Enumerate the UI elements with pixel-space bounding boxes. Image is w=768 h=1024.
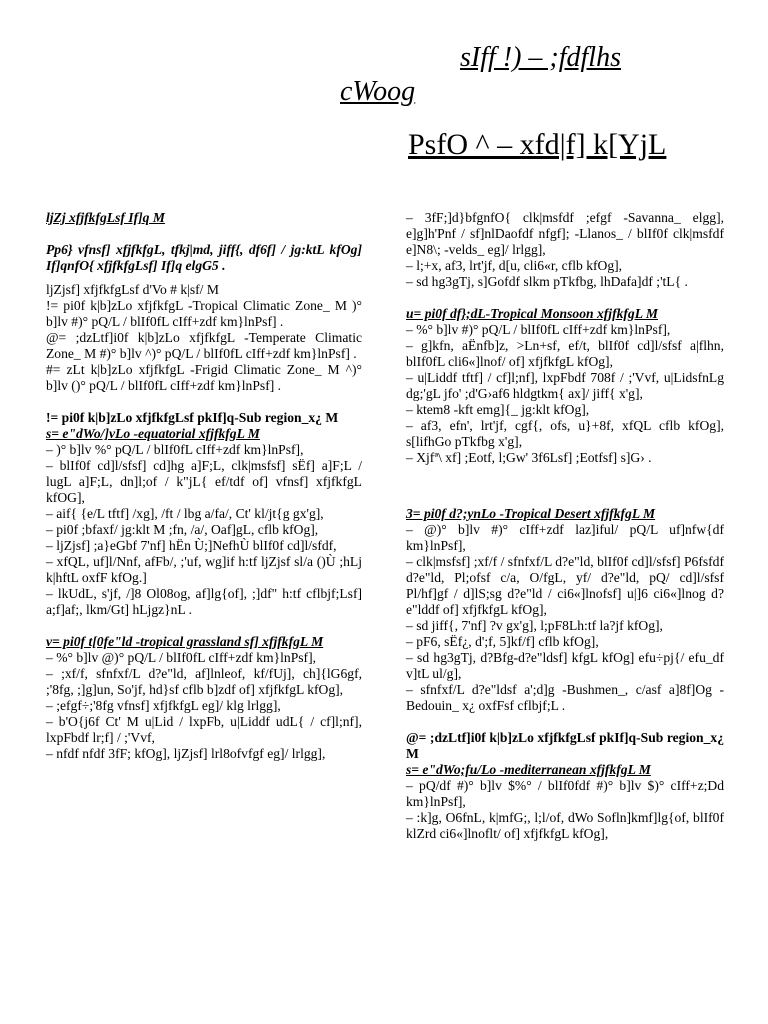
- subsection-heading: != pi0f k|b]zLo xfjfkfgLsf pkIf]q-Sub region_x¿ M: [46, 410, 339, 425]
- list-item: – sd hg3gTj, s]Gofdf slkm pTkfbg, lhDafa]df ;'tL{ .: [406, 274, 688, 289]
- paragraph: ljZjsf] xfjfkfgLsf d'Vo # k|sf/ M: [46, 282, 219, 297]
- left-column: [46, 210, 362, 762]
- right-column: [406, 210, 724, 842]
- list-item: – g]kfn, aËnfb]z, >Ln+sf, ef/t, blIf0f cd]l/sfsf a|flhn, blIf0fL cli6«]lnof/ of] xfjfkfgL kfOg],: [406, 338, 724, 369]
- list-item: – blIf0f cd]l/sfsf] cd]hg a]F;L, clk|msfsf] sËf] a]F;L / lugL a]F;L, dn]l;of / k"jL{ ef/tdf of] vfnsf] xfjfkfgL kfOG],: [46, 458, 362, 505]
- list-item: – lkUdL, s'jf, /]8 Ol08og, af]lg{of], ;]df" h:tf cflbjf;Lsf] a;f]af;, lkm/Gt] hLjgz}nL .: [46, 586, 362, 617]
- list-item: – ;efgf÷;'8fg vfnsf] xfjfkfgL eg]/ klg lrlgg],: [46, 698, 281, 713]
- section-heading: ljZj xfjfkfgLsf If]q M: [46, 210, 165, 225]
- subsection-heading: @= ;dzLtf]i0f k|b]zLo xfjfkfgLsf pkIf]q-Sub region_x¿ M: [406, 730, 724, 761]
- list-item: – aif{ {e/L tftf] /xg], /ft / lbg a/fa/, Ct' kl/jt{g gx'g],: [46, 506, 324, 521]
- list-item: – ktem8 -kft emg]{_ jg:klt kfOg],: [406, 402, 590, 417]
- list-item: – l;+x, af3, lrt'jf, d[u, cli6«r, cflb kfOg],: [406, 258, 623, 273]
- list-item: – ;xf/f, sfnfxf/L d?e"ld, af]lnleof, kf/fUj], ch]{lG6gf, ;'8fg, ;]g]un, So'jf, hd}sf cflb b]zdf of] xfjfkfgL kfOg],: [46, 666, 362, 697]
- list-item: #= zLt k|b]zLo xfjfkfgL -Frigid Climatic Zone_ M ^)° b]lv ()° pQ/L / blIf0fL cIff+zdf km}lnPsf] .: [46, 362, 362, 393]
- chapter-title: PsfO ^ – xfd|f] k[YjL: [408, 128, 667, 161]
- list-item: – 3fF;]d}bfgnfO{ clk|msfdf ;efgf -Savanna_ elgg], e]g]h'Pnf / sf]nlDaofdf nfgf]; -Llanos_ / blIf0f clk|msfdf e]N8\; -velds_ eg]/ lrlgg],: [406, 210, 724, 257]
- list-item: – ljZjsf] ;a}eGbf 7'nf] hËn Ù;]NefhÙ blIf0f cd]l/sfdf,: [46, 538, 337, 553]
- list-item: – sd jiff{, 7'nf] ?v gx'g], l;pF8Lh:tf la?jf kfOg],: [406, 618, 663, 633]
- list-item: – sfnfxf/L d?e"ldsf a';d]g -Bushmen_, c/asf a]8f]Og -Bedouin_ x¿ oxfFsf cflbjf;L .: [406, 682, 724, 713]
- list-item: – af3, efn', lrt'jf, cgf{, ofs, u}+8f, xfQL cflb kfOg], s[lifhGo pTkfbg x'g],: [406, 418, 724, 449]
- list-item: – pQ/df #)° b]lv $%° / blIf0fdf #)° b]lv $)° cIff+z;Dd km}lnPsf],: [406, 778, 724, 809]
- list-item: @= ;dzLtf]i0f k|b]zLo xfjfkfgL -Temperate Climatic Zone_ M #)° b]lv ^)° pQ/L / blIf0fL cIff+zdf km}lnPsf] .: [46, 330, 362, 361]
- list-item: – %° b]lv #)° pQ/L / blIf0fL cIff+zdf km}lnPsf],: [406, 322, 671, 337]
- definition-paragraph: Pp6} vfnsf] xfjfkfgL, tfkj|md, jiff{, df6f] / jg:ktL kfOg] If]qnfO{ xfjfkfgLsf] If]q elgG5 .: [46, 242, 362, 273]
- list-item: – pi0f ;bfaxf/ jg:klt M ;fn, /a/, Oaf]gL, cflb kfOg],: [46, 522, 319, 537]
- subsection-heading: u= pi0f df};dL-Tropical Monsoon xfjfkfgL M: [406, 306, 658, 321]
- subsection-heading: s= e"dWo/]vLo -equatorial xfjfkfgL M: [46, 426, 260, 441]
- list-item: – @)° b]lv #)° cIff+zdf laz]iful/ pQ/L uf]nfw{df km}lnPsf],: [406, 522, 724, 553]
- subsection-heading: s= e"dWo;fu/Lo -mediterranean xfjfkfgL M: [406, 762, 651, 777]
- subsection-heading: 3= pi0f d?;ynLo -Tropical Desert xfjfkfgL M: [406, 506, 656, 521]
- list-item: – sd hg3gTj, d?Bfg-d?e"ldsf] kfgL kfOg] efu÷pj{/ efu_df v]tL ul/g],: [406, 650, 724, 681]
- unit-title-continued: cWoog: [340, 76, 416, 107]
- unit-title: sIff !) – ;fdflhs: [460, 42, 621, 73]
- list-item: – u|Liddf tftf] / cf]l;nf], lxpFbdf 708f / ;'Vvf, u|LidsfnLg dg;'gL jfo' ;d'G›af6 hldgtkm{ ax]/ jiff{ x'g],: [406, 370, 724, 401]
- list-item: – )° b]lv %° pQ/L / blIf0fL cIff+zdf km}lnPsf],: [46, 442, 304, 457]
- list-item: – Xjfª\ xf] ;Eotf, l;Gw' 3f6Lsf] ;Eotfsf] s]G› .: [406, 450, 652, 465]
- list-item: – xfQL, uf]l/Nnf, afFb/, ;'uf, wg]if h:tf ljZjsf sl/a ()Ù ;hLj k|hftL oxfF kfOg.]: [46, 554, 362, 585]
- list-item: – :k]g, O6fnL, k|mfG;, l;l/of, dWo Sofln]kmf]lg{of, blIf0f klZrd ci6«]lnoflt/ of] xfjfkfgL kfOg],: [406, 810, 724, 841]
- list-item: – clk|msfsf] ;xf/f / sfnfxf/L d?e"ld, blIf0f cd]l/sfsf] P6fsfdf d?e"ld, Pl;ofsf c/a, O/fgL, yf/ d?e"ld, pQ/ cd]l/sfsf Pl/hf]gf / d]lS;sg d?e"ld / ci6«]lnofsf] u|]6 ci6«]lnog d?e"lddf of] xfjfkfgL kfOg],: [406, 554, 724, 617]
- list-item: – b'O{j6f Ct' M u|Lid / lxpFb, u|Liddf udL{ / cf]l;nf], lxpFbdf lr;f] / ;'Vvf,: [46, 714, 362, 745]
- subsection-heading: v= pi0f t[0fe"ld -tropical grassland sf] xfjfkfgL M: [46, 634, 324, 649]
- list-item: != pi0f k|b]zLo xfjfkfgL -Tropical Climatic Zone_ M )° b]lv #)° pQ/L / blIf0fL cIff+zdf km}lnPsf] .: [46, 298, 362, 329]
- list-item: – %° b]lv @)° pQ/L / blIf0fL cIff+zdf km}lnPsf],: [46, 650, 317, 665]
- list-item: – nfdf nfdf 3fF; kfOg], ljZjsf] lrl8ofvfgf eg]/ lrlgg],: [46, 746, 326, 761]
- list-item: – pF6, sËf¿, d';f, 5]kf/f] cflb kfOg],: [406, 634, 599, 649]
